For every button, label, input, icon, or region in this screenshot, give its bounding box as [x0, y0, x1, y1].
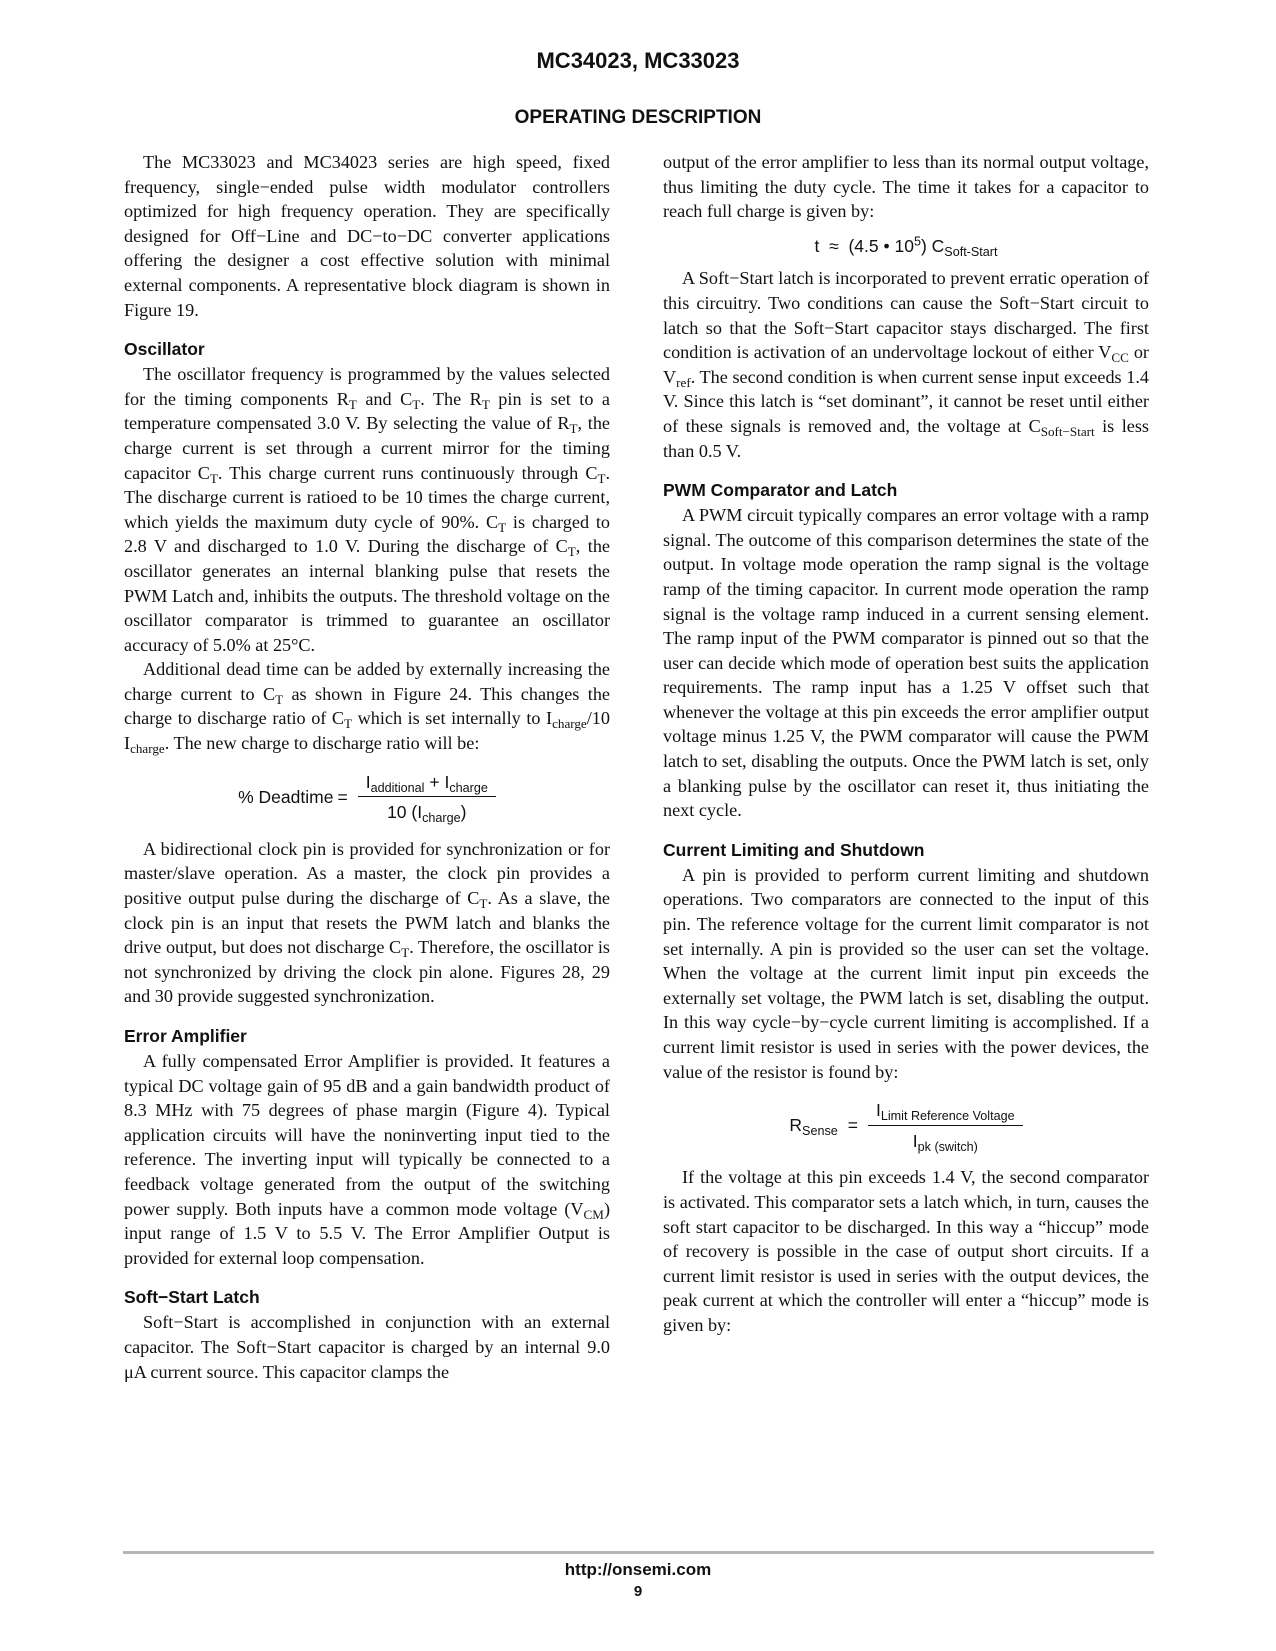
oscillator-paragraph-1: The oscillator frequency is programmed by the values selected for the timing components $R_T$ and $C_T$. The $R_T$ pin is set to a temperature compensated 3.0 V. By selecting the value of $R_T$, the charge current is set through a current mirror for the timing capacitor $C_T$. This charge current runs continuously through $C_T$. The discharge current is ratioed to be 10 times the charge current, which yields the maximum duty cycle of 90%. $C_T$ is charged to 2.8 V and discharged to 1.0 V. During the discharge of $C_T$, the oscillator generates an internal blanking pulse that resets the PWM Latch and, inhibits the outputs. The threshold voltage on the oscillator comparator is trimmed to guarantee an oscillator accuracy of 5.0% at 25°C. — [124, 364, 610, 655]
deadtime-equation: % Deadtime = $\frac{I_{additional} + I_{charge}}{10 (I_{charge})}$ — [124, 770, 610, 825]
error-amplifier-paragraph: A fully compensated Error Amplifier is provided. It features a typical DC voltage gain of 95 dB and a gain bandwidth product of 8.3 MHz with 75 degrees of phase margin (Figure 4). Typical application circuits will have the noninverting input tied to the reference. The inverting input will typically be connected to a feedback voltage generated from the output of the switching power supply. Both inputs have a common mode voltage $(V_{CM})$ input range of 1.5 V to 5.5 V. The Error Amplifier Output is provided for external loop compensation. — [124, 1051, 610, 1268]
pwm-paragraph: A PWM circuit typically compares an error voltage with a ramp signal. The outcome of this comparison determines the state of the output. In voltage mode operation the ramp signal is the voltage ramp of the timing capacitor. In current mode operation the ramp signal is the voltage ramp induced in a current sensing element. The ramp input of the PWM comparator is pinned out so that the user can decide which mode of operation best suits the application requirements. The ramp input has a 1.25 V offset such that whenever the voltage at this pin exceeds the error amplifier output voltage minus 1.25 V, the PWM comparator will cause the PWM latch to set, disabling the outputs. Once the PWM latch is set, only a blanking pulse by the oscillator can reset it, thus initiating the next cycle. — [663, 505, 1149, 821]
current-limiting-paragraph-1: A pin is provided to perform current limiting and shutdown operations. Two comparators are connected to the input of this pin. The reference voltage for the current limit comparator is not set internally. A pin is provided so the user can set the voltage. When the voltage at the current limit input pin exceeds the externally set voltage, the PWM latch is set, disabling the output. In this way cycle−by−cycle current limiting is accomplished. If a current limit resistor is used in series with the power devices, the value of the resistor is found by: — [663, 864, 1149, 1082]
pwm-heading: PWM Comparator and Latch — [663, 480, 898, 501]
right-column — [663, 150, 1149, 1338]
oscillator-paragraph-2: Additional dead time can be added by externally increasing the charge current to $C_T$ as shown in Figure 24. This changes the charge to discharge ratio of $C_T$ which is set internally to $I_{charge}/10$ $I_{charge}$. The new charge to discharge ratio will be: — [124, 659, 610, 756]
page-number: 9 — [633, 1583, 643, 1600]
current-limiting-heading: Current Limiting and Shutdown — [663, 839, 925, 860]
soft-start-paragraph-2: A Soft−Start latch is incorporated to prevent erratic operation of this circuitry. Two conditions can cause the Soft−Start circuit to latch so that the Soft−Start capacitor stays discharged. The first condition is activation of an undervoltage lockout of either $V_{CC}$ or $V_{ref}$. The second condition is when current sense input exceeds 1.4 V. Since this latch is “set dominant”, it cannot be reset until either of these signals is removed and, the voltage at $C_{Soft-Start}$ is less than 0.5 V. — [663, 268, 1149, 461]
section-title: OPERATING DESCRIPTION — [514, 107, 762, 128]
current-limiting-paragraph-2: If the voltage at this pin exceeds 1.4 V, the second comparator is activated. This comparator sets a latch which, in turn, causes the soft start capacitor to be discharged. In this way a “hiccup” mode of recovery is possible in the case of output short circuits. If a current limit resistor is used in series with the output devices, the peak current at which the controller will enter a “hiccup” mode is given by: — [663, 1167, 1149, 1335]
oscillator-paragraph-3: A bidirectional clock pin is provided for synchronization or for master/slave operation. As a master, the clock pin provides a positive output pulse during the discharge of $C_T$. As a slave, the clock pin is an input that resets the PWM latch and blanks the drive output, but does not discharge $C_T$. Therefore, the oscillator is not synchronized by driving the clock pin alone. Figures 28, 29 and 30 provide suggested synchronization. — [124, 838, 610, 1007]
footer-url[interactable]: http://onsemi.com — [564, 1560, 712, 1579]
soft-start-paragraph-1-end: output of the error amplifier to less than its normal output voltage, thus limiting the duty cycle. The time it takes for a capacitor to reach full charge is given by: — [663, 152, 1149, 222]
oscillator-heading: Oscillator — [124, 339, 205, 360]
rsense-equation: $R_{Sense}$ = $\frac{I_{Limit Reference Voltage}}{I_{pk (switch)}}$ — [663, 1098, 1149, 1153]
document-title: MC34023, MC33023 — [536, 48, 740, 73]
error-amplifier-heading: Error Amplifier — [124, 1026, 247, 1046]
left-column — [124, 150, 610, 1384]
soft-start-time-equation: t ≈ (4.5 • $10^5$) $C_{Soft-Start}$ — [814, 234, 998, 259]
intro-paragraph: The MC33023 and MC34023 series are high speed, fixed frequency, single−ended pulse width modulator controllers optimized for high frequency operation. They are specifically designed for Off−Line and DC−to−DC converter applications offering the designer a cost effective solution with minimal external components. A representative block diagram is shown in Figure 19. — [124, 152, 610, 320]
soft-start-paragraph-1-start: Soft−Start is accomplished in conjunction with an external capacitor. The Soft−Start capacitor is charged by an internal 9.0 μA current source. This capacitor clamps the — [124, 1312, 610, 1382]
soft-start-heading: Soft−Start Latch — [124, 1287, 260, 1308]
footer-divider — [123, 1551, 1154, 1554]
